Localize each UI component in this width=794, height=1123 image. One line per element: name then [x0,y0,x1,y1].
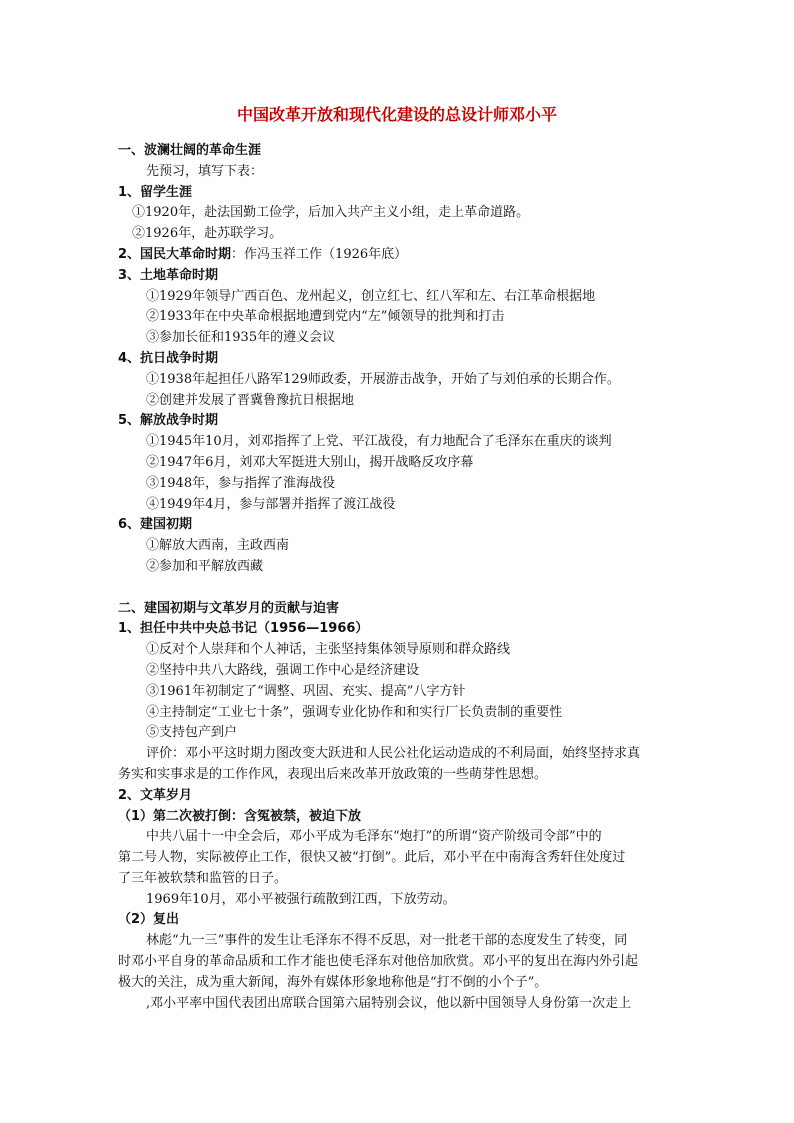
body-line: ②参加和平解放西藏 [146,558,264,574]
body-line: 林彪“九一三”事件的发生让毛泽东不得不反思，对一批老干部的态度发生了转变，同 [146,933,628,949]
body-line: ④主持制定“工业七十条”，强调专业化协作和和实行厂长负责制的重要性 [146,704,563,720]
body-line: 中共八届十一中全会后，邓小平成为毛泽东“炮打”的所谓“资产阶级司令部”中的 [146,829,602,845]
section-heading: 1、担任中共中央总书记（1956—1966） [118,621,369,637]
section-heading: 2、文革岁月 [118,787,193,803]
body-line: ③1948年，参与指挥了淮海战役 [146,475,336,491]
heading-label: 2、国民大革命时期 [118,246,232,262]
body-line: 第二号人物，实际被停止工作，很快又被“打倒”。此后，邓小平在中南海含秀轩住处度过 [118,850,626,866]
section-heading: （2）复出 [118,912,180,928]
section-heading [118,245,678,266]
body-line: ④1949年4月，参与部署并指挥了渡江战役 [146,496,396,512]
body-line: ①反对个人崇拜和个人神话，主张坚持集体领导原则和群众路线 [146,642,511,658]
body-line: ,邓小平率中国代表团出席联合国第六届特别会议，他以新中国领导人身份第一次走上 [146,995,632,1011]
body-line: 了三年被软禁和监管的日子。 [118,870,288,886]
body-line: ②1926年，赴苏联学习。 [132,226,283,242]
body-line: ③参加长征和1935年的遵义会议 [146,330,336,346]
document-body [118,141,678,1014]
body-line: 1969年10月，邓小平被强行疏散到江西，下放劳动。 [146,891,456,907]
body-line: ②坚持中共八大路线，强调工作中心是经济建设 [146,662,420,678]
body-line: ③1961年初制定了“调整、巩固、充实、提高”八字方针 [146,683,466,699]
section-heading: （1）第二次被打倒：含冤被禁，被迫下放 [118,808,362,824]
section-heading: 3、土地革命时期 [118,267,219,283]
body-line: 时邓小平自身的革命品质和工作才能也使毛泽东对他倍加欣赏。邓小平的复出在海内外引起 [118,954,639,970]
body-line: 先预习，填写下表： [146,163,264,179]
document-title: 中国改革开放和现代化建设的总设计师邓小平 [236,105,557,124]
body-line: ②1933年在中央革命根据地遭到党内“左”倾领导的批判和打击 [146,309,505,325]
body-line: ①1945年10月，刘邓指挥了上党、平江战役，有力地配合了毛泽东在重庆的谈判 [146,434,612,450]
body-line: ①1929年领导广西百色、龙州起义，创立红七、红八军和左、右江革命根据地 [146,288,596,304]
body-line: ①1938年起担任八路军129师政委，开展游击战争，开始了与刘伯承的长期合作。 [146,371,620,387]
body-line: ②创建并发展了晋冀鲁豫抗日根据地 [146,392,355,408]
section-heading: 二、建国初期与文革岁月的贡献与迫害 [118,600,340,616]
section-heading: 一、波澜壮阔的革命生涯 [118,143,262,158]
body-line: ⑤支持包产到户 [146,725,238,741]
section-heading: 6、建国初期 [118,517,193,533]
section-heading: 1、留学生涯 [118,184,193,200]
body-line: ①1920年，赴法国勤工俭学，后加入共产主义小组，走上革命道路。 [132,205,530,221]
body-line: ②1947年6月，刘邓大军挺进大别山，揭开战略反攻序幕 [146,454,474,470]
body-line: 评价：邓小平这时期力图改变大跃进和人民公社化运动造成的不利局面，始终坚持求真 [146,746,641,762]
blank-line [118,578,678,599]
body-line: 极大的关注，成为重大新闻，海外有媒体形象地称他是“打不倒的小个子”。 [118,974,548,990]
body-line: ①解放大西南，主政西南 [146,538,290,554]
heading-detail: ：作冯玉祥工作（1926年底） [231,246,408,262]
section-heading: 4、抗日战争时期 [118,350,219,366]
body-line: 务实和实事求是的工作作风，表现出后来改革开放政策的一些萌芽性思想。 [118,766,548,782]
section-heading: 5、解放战争时期 [118,413,219,429]
